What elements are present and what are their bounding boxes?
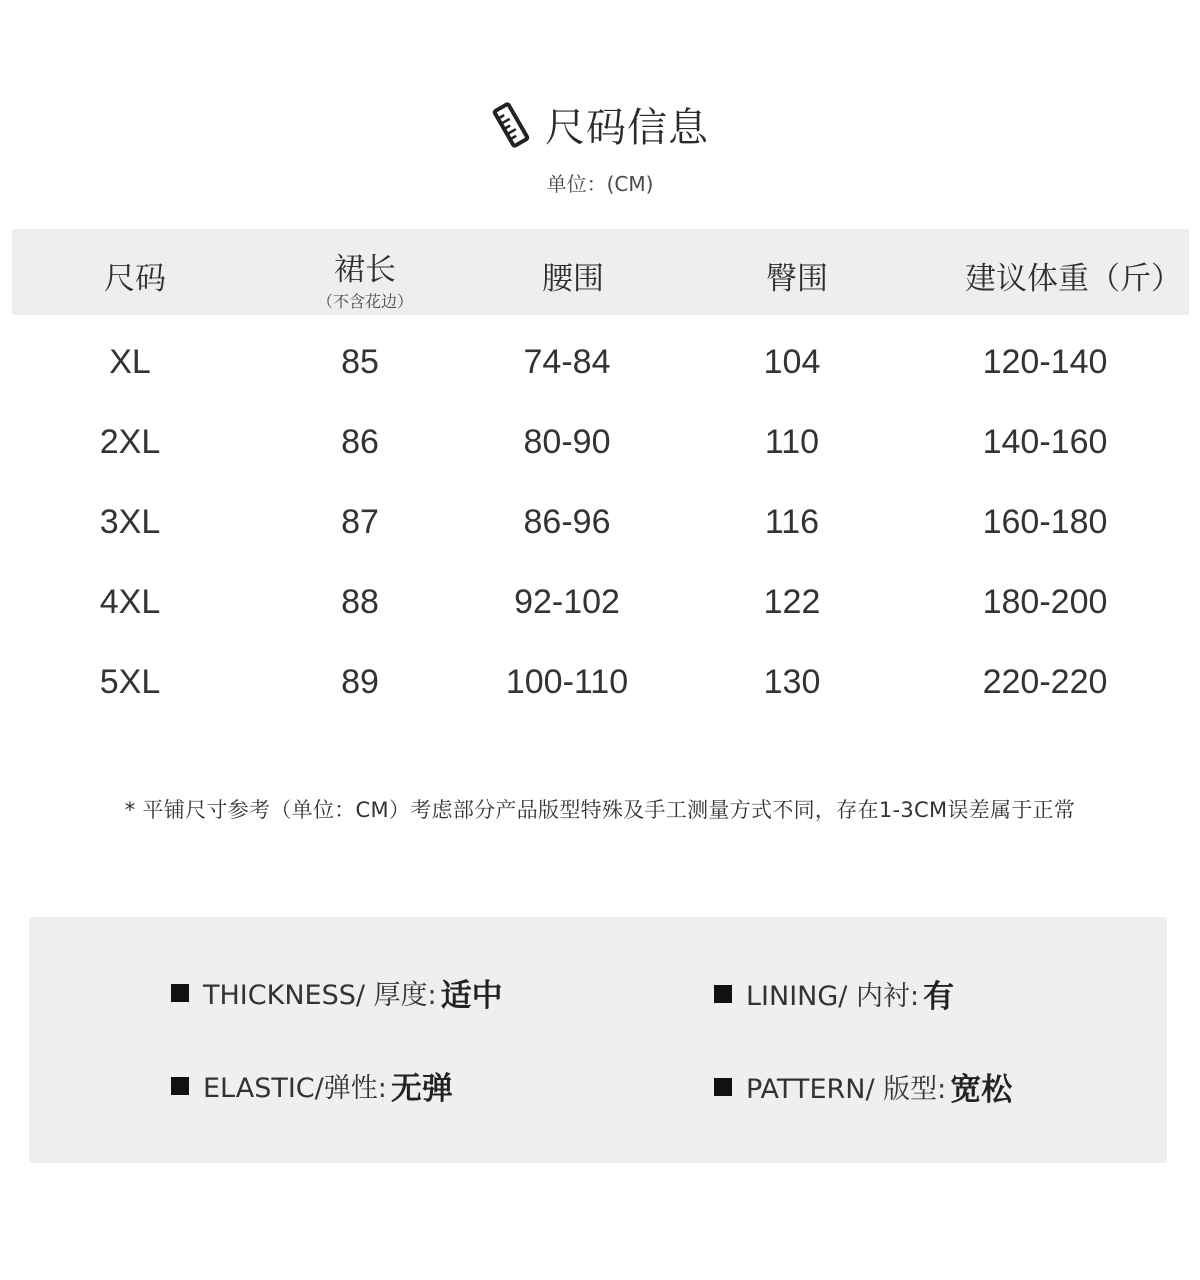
square-bullet-icon <box>714 1078 732 1096</box>
attr-pattern <box>714 1064 1012 1109</box>
cell-hip: 110 <box>764 423 820 461</box>
attr-thickness <box>171 970 503 1015</box>
table-row <box>0 343 1200 403</box>
square-bullet-icon <box>714 985 732 1003</box>
table-row <box>0 423 1200 483</box>
title-block <box>0 96 1200 153</box>
cell-skirt-length: 89 <box>341 663 379 701</box>
header-hip: 臀围 <box>766 261 828 297</box>
attributes-panel <box>29 917 1167 1163</box>
page-title: 尺码信息 <box>545 105 709 151</box>
measurement-note: * 平铺尺寸参考（单位：CM）考虑部分产品版型特殊及手工测量方式不同，存在1-3CM误差属于正常 <box>124 798 1076 822</box>
unit-label: 单位：(CM) <box>546 172 654 196</box>
cell-skirt-length: 88 <box>341 583 379 621</box>
attr-value: 无弹 <box>390 1071 453 1107</box>
cell-size: 2XL <box>99 423 161 461</box>
attr-lining <box>714 971 954 1016</box>
attr-value: 有 <box>923 979 955 1015</box>
cell-skirt-length: 87 <box>341 503 379 541</box>
attr-label: LINING/ 内衬: <box>746 981 920 1012</box>
cell-weight: 140-160 <box>982 423 1108 461</box>
header-skirt-length: 裙长 （不含花边） <box>290 253 440 319</box>
header-size: 尺码 <box>104 261 166 297</box>
ruler-icon <box>491 101 531 149</box>
cell-size: XL <box>109 343 151 381</box>
cell-size: 4XL <box>99 583 161 621</box>
cell-weight: 180-200 <box>982 583 1108 621</box>
header-skirt-length-note: （不含花边） <box>316 292 413 311</box>
cell-hip: 122 <box>763 583 821 621</box>
cell-skirt-length: 86 <box>341 423 379 461</box>
cell-size: 3XL <box>99 503 161 541</box>
cell-hip: 104 <box>763 343 821 381</box>
cell-skirt-length: 85 <box>341 343 379 381</box>
cell-size: 5XL <box>99 663 161 701</box>
cell-waist: 92-102 <box>514 583 620 621</box>
attr-label: THICKNESS/ 厚度: <box>203 980 437 1011</box>
cell-waist: 80-90 <box>523 423 611 461</box>
attr-elastic <box>171 1063 453 1108</box>
cell-waist: 74-84 <box>523 343 611 381</box>
header-waist: 腰围 <box>542 261 604 297</box>
header-weight: 建议体重（斤） <box>965 261 1182 297</box>
table-row <box>0 663 1200 723</box>
square-bullet-icon <box>171 1077 189 1095</box>
attr-label: PATTERN/ 版型: <box>746 1074 947 1105</box>
cell-hip: 116 <box>764 503 820 541</box>
attr-value: 宽松 <box>950 1072 1013 1108</box>
cell-weight: 120-140 <box>982 343 1108 381</box>
table-row <box>0 503 1200 563</box>
cell-waist: 100-110 <box>505 663 629 701</box>
square-bullet-icon <box>171 984 189 1002</box>
table-row <box>0 583 1200 643</box>
cell-weight: 160-180 <box>982 503 1108 541</box>
cell-waist: 86-96 <box>523 503 611 541</box>
cell-weight: 220-220 <box>982 663 1108 701</box>
cell-hip: 130 <box>763 663 821 701</box>
attr-label: ELASTIC/弹性: <box>203 1073 387 1104</box>
attr-value: 适中 <box>440 978 503 1014</box>
